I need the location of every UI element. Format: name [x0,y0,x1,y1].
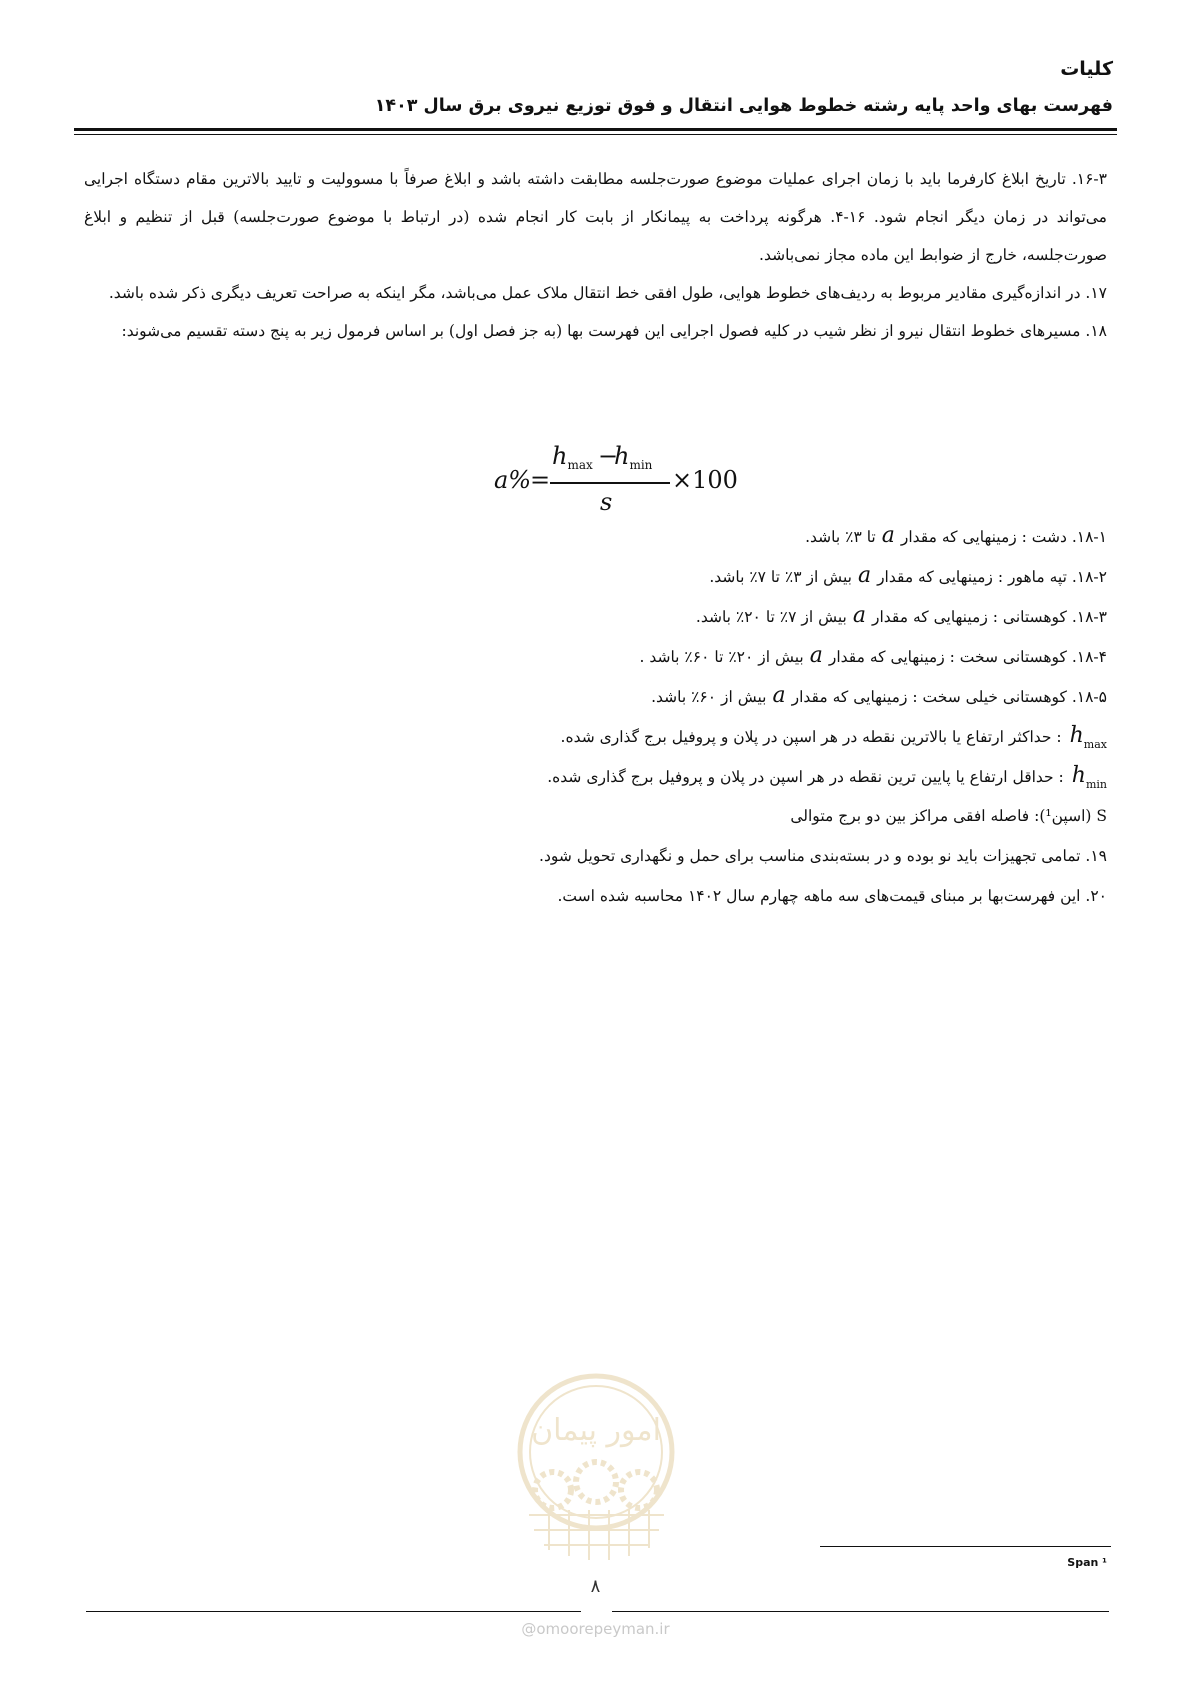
slope-formula [0,442,1191,520]
definition-hmax: $h_{max}$: حداکثر ارتفاع یا بالاترین نقطه در هر اسپن در پلان و پروفیل برج گذاری شده. [560,723,1107,751]
formula-lhs: a% [494,466,532,494]
watermark: @omoorepeyman.ir [521,1620,670,1638]
footnote-rule [820,1546,1111,1547]
formula-multiplier: ×100 [672,466,738,494]
omoore-peyman-seal-logo [509,1370,684,1565]
paragraph-17: ۱۷. در اندازه‌گیری مقادیر مربوط به ردیف‌های خطوط هوایی، طول افقی خط انتقال ملاک عمل می‌باشد، مگر اینکه به صراحت تعریف دیگری ذکر شده باشد. [108,284,1107,302]
paragraph-16-3: ۱۶-۳. تاریخ ابلاغ کارفرما باید با زمان اجرای عملیات موضوع صورت‌جلسه مطابقت داشته باشد و ابلاغ صرفاً با مسوولیت و تایید بالاترین مقام دستگاه اجرایی می‌تواند در زمان دیگر انجام شود. ۱۶-۴. هرگونه پرداخت به پیمانکار از بابت کار انجام شده (در ارتباط با موضوع صورت‌جلسه) قبل از تنظیم و ابلاغ صورت‌جلسه، خارج از ضوابط این ماده مجاز نمی‌باشد. [84,170,1107,264]
svg-text:امور پیمان: امور پیمان [531,1413,661,1448]
slope-class-item: ۱۸-۴. کوهستانی سخت : زمینهایی که مقدارaبیش از ۲۰٪ تا ۶۰٪ باشد . [539,636,1107,676]
formula-hmin: $h_{min}$ [614,442,653,472]
formula-fraction-bar [550,482,670,484]
page-number: ۸ [590,1576,601,1597]
symbol-a: a [772,683,786,708]
symbol-a: a [852,603,866,628]
paragraph-18: ۱۸. مسیرهای خطوط انتقال نیرو از نظر شیب در کلیه فصول اجرایی این فهرست بها (به جز فصل اول) بر اساس فرمول زیر به پنج دسته تقسیم می‌شوند: [121,322,1107,340]
slope-class-list [539,516,1107,916]
paragraph-20: ۲۰. این فهرست‌بها بر مبنای قیمت‌های سه ماهه چهارم سال ۱۴۰۲ محاسبه شده است. [557,887,1107,905]
formula-hmax: $h_{max}$ [552,442,593,472]
symbol-a: a [809,643,823,668]
definition-hmin: $h_{min}$: حداقل ارتفاع یا پایین ترین نقطه در هر اسپن در پلان و پروفیل برج گذاری شده. [547,763,1107,791]
header-rule-thin [74,134,1117,135]
footer-rule-right [612,1611,1109,1612]
definition-span: S (اسپن¹): فاصله افقی مراکز بین دو برج متوالی [790,807,1107,825]
symbol-a: a [881,523,895,548]
formula-minus: − [598,442,619,470]
formula-equals: = [530,466,551,494]
symbol-a: a [857,563,872,588]
body-text [84,160,1107,350]
header-rule-thick [74,128,1117,131]
slope-class-item: ۱۸-۳. کوهستانی : زمینهایی که مقدارaبیش از ۷٪ تا ۲۰٪ باشد. [539,596,1107,636]
slope-class-item: ۱۸-۲. تپه ماهور : زمینهایی که مقدارaبیش از ۳٪ تا ۷٪ باشد. [539,556,1107,596]
document-title: فهرست بهای واحد پایه رشته خطوط هوایی انتقال و فوق توزیع نیروی برق سال ۱۴۰۳ [374,96,1113,116]
footer-rule-left [86,1611,581,1612]
slope-class-item: ۱۸-۵. کوهستانی خیلی سخت : زمینهایی که مقدارaبیش از ۶۰٪ باشد. [539,676,1107,716]
footnote: Span ¹ [1067,1556,1107,1569]
section-heading: کلیات [1060,58,1113,80]
slope-class-item: ۱۸-۱. دشت : زمینهایی که مقدارaتا ۳٪ باشد. [539,516,1107,556]
paragraph-19: ۱۹. تمامی تجهیزات باید نو بوده و در بسته‌بندی مناسب برای حمل و نگهداری تحویل شود. [539,847,1107,865]
formula-denominator: s [600,488,613,516]
